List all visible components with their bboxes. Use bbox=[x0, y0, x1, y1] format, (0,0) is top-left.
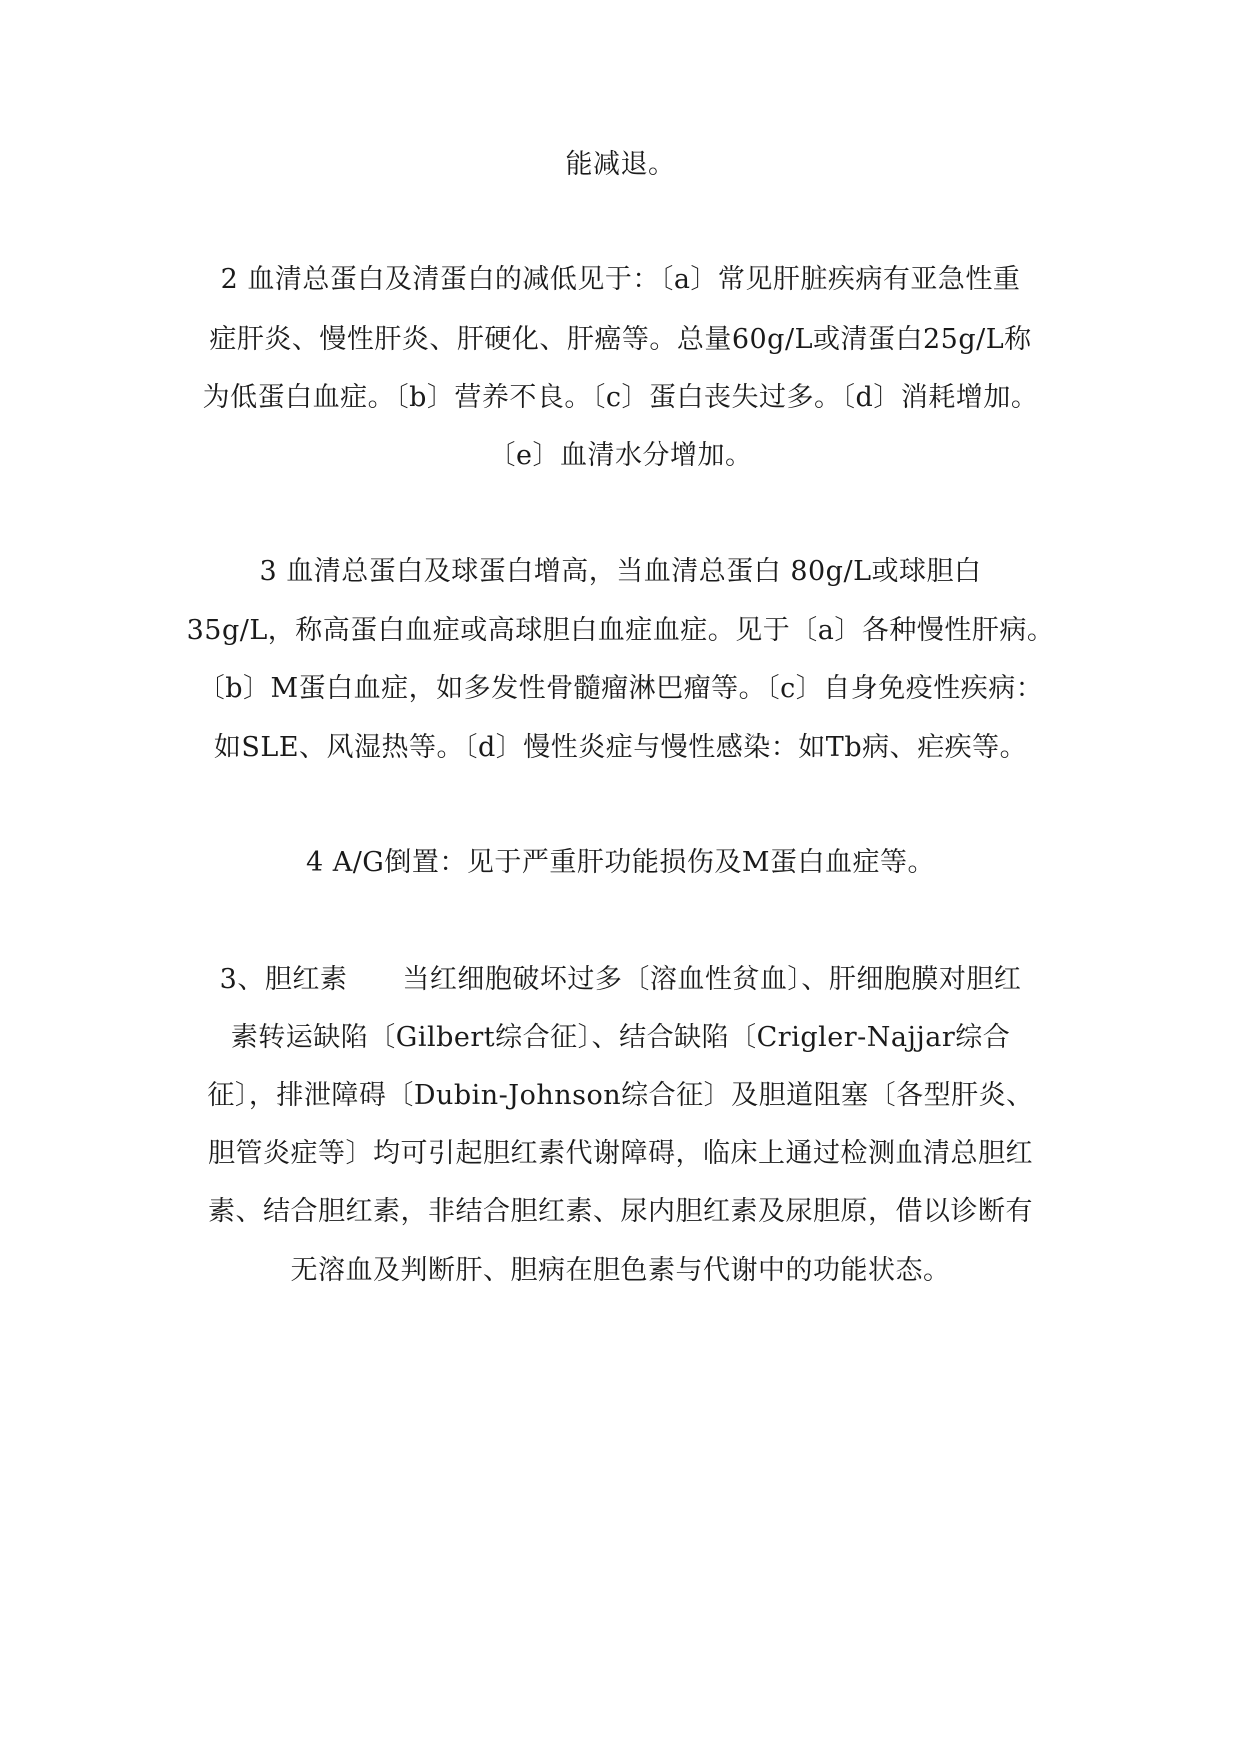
text-line: 3、胆红素 当红细胞破坏过多〔溶血性贫血〕、肝细胞膜对胆红 bbox=[219, 964, 1022, 995]
text-line: 无溶血及判断肝、胆病在胆色素与代谢中的功能状态。 bbox=[290, 1255, 951, 1286]
text-line: 2 血清总蛋白及清蛋白的减低见于：〔a〕常见肝脏疾病有亚急性重 bbox=[220, 264, 1021, 295]
text-line: 症肝炎、慢性肝炎、肝硬化、肝癌等。总量60g/L或清蛋白25g/L称 bbox=[209, 324, 1032, 355]
text-line: 〔e〕血清水分增加。 bbox=[488, 440, 753, 471]
text-line: 4 A/G倒置：见于严重肝功能损伤及M蛋白血症等。 bbox=[305, 847, 936, 878]
text-line: 为低蛋白血症。〔b〕营养不良。〔c〕蛋白丧失过多。〔d〕消耗增加。 bbox=[202, 382, 1039, 413]
text-line: 胆管炎症等〕均可引起胆红素代谢障碍，临床上通过检测血清总胆红 bbox=[208, 1138, 1033, 1169]
text-line: 35g/L，称高蛋白血症或高球胆白血症血症。见于〔a〕各种慢性肝病。 bbox=[186, 615, 1055, 646]
text-line: 征〕，排泄障碍〔Dubin-Johnson综合征〕及胆道阻塞〔各型肝炎、 bbox=[207, 1080, 1034, 1111]
text-line: 〔b〕M蛋白血症，如多发性骨髓瘤淋巴瘤等。〔c〕自身免疫性疾病： bbox=[197, 673, 1044, 704]
text-line: 如SLE、风湿热等。〔d〕慢性炎症与慢性感染：如Tb病、疟疾等。 bbox=[213, 732, 1028, 763]
text-line: 素转运缺陷〔Gilbert综合征〕、结合缺陷〔Crigler-Najjar综合 bbox=[230, 1022, 1011, 1053]
text-line: 能减退。 bbox=[565, 149, 676, 180]
text-line: 3 血清总蛋白及球蛋白增高，当血清总蛋白 80g/L或球胆白 bbox=[259, 556, 982, 587]
text-line: 素、结合胆红素，非结合胆红素、尿内胆红素及尿胆原，借以诊断有 bbox=[208, 1196, 1033, 1227]
